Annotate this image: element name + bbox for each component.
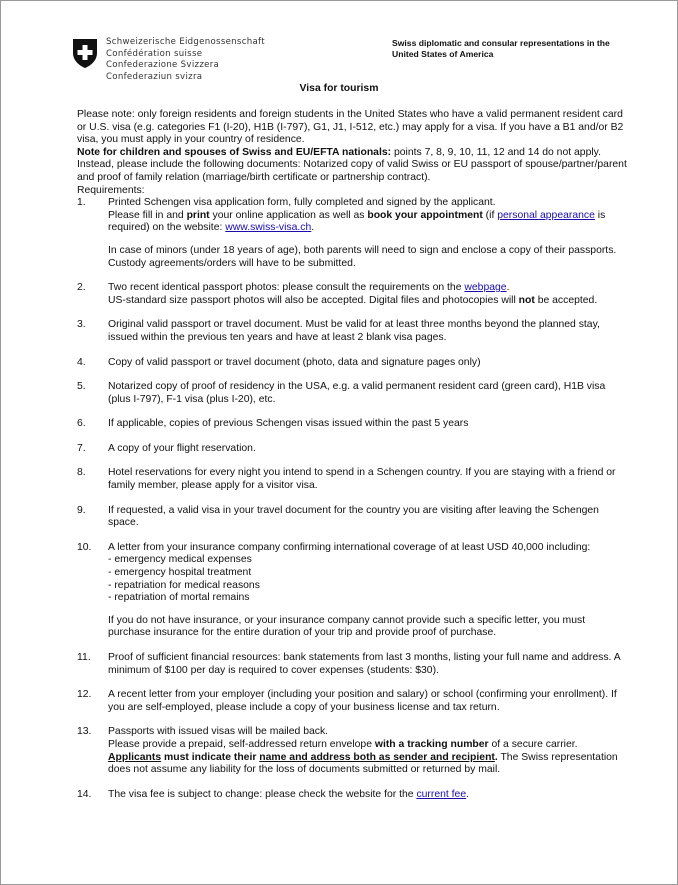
text-run: . xyxy=(311,222,315,234)
item-number: 9. xyxy=(77,504,86,516)
requirement-item-8 xyxy=(77,467,629,492)
family-note-heading: Note for children and spouses of Swiss and EU/EFTA nationals: xyxy=(77,146,392,158)
item-number: 13. xyxy=(77,726,92,738)
item-number: 8. xyxy=(77,467,86,479)
bold-tracking-number: with a tracking number xyxy=(374,738,489,750)
residency-note: Please note: only foreign residents and foreign students in the United States who have a valid permanent resident card or U.S. visa (e.g. categories F1 (I-20), H1B (I-797), G1, J1, I-512, etc.) may apply for a visa. If you have a B1 and/or B2 visa, you must apply in your country of residence. xyxy=(77,109,624,146)
photo-requirements-link[interactable]: webpage xyxy=(464,282,507,294)
text-run: is required) on the website: xyxy=(108,209,606,234)
text-run: The visa fee is subject to change: please check the website for the xyxy=(108,788,417,800)
personal-appearance-link[interactable]: personal appearance xyxy=(497,209,595,221)
item-1-minors-note: In case of minors (under 18 years of age), both parents will need to sign and enclose a copy of their passports. Custody agreements/orders will have to be submitted. xyxy=(108,244,617,269)
requirement-item-10 xyxy=(77,542,629,640)
item-text: Original valid passport or travel document. Must be valid for at least three months beyond the planned stay, issued within the previous ten years and have at least 2 blank visa pages. xyxy=(108,319,600,343)
requirement-item-9 xyxy=(77,505,629,530)
representation-heading xyxy=(392,38,610,59)
coverage-item: - repatriation of mortal remains xyxy=(108,592,250,604)
text-run: Two recent identical passport photos: please consult the requirements on the xyxy=(108,282,465,294)
bold-applicants: Applicants xyxy=(108,751,162,763)
coverage-item: - emergency hospital treatment xyxy=(108,567,252,579)
text-run: The Swiss representation does not assume any liability for the loss of documents submitted or returned by mail. xyxy=(108,751,618,776)
item-number: 12. xyxy=(77,689,92,701)
item-number: 5. xyxy=(77,381,86,393)
item-13-line1: Passports with issued visas will be mailed back. xyxy=(108,726,329,738)
coverage-item: - repatriation for medical reasons xyxy=(108,579,260,591)
bold-not: not xyxy=(518,294,535,306)
item-14-fee xyxy=(108,789,629,802)
requirement-item-5 xyxy=(77,381,629,406)
requirement-item-11 xyxy=(77,652,629,677)
coverage-item: - emergency medical expenses xyxy=(108,554,252,566)
text-run: of a secure carrier. xyxy=(488,738,578,750)
item-number: 7. xyxy=(77,442,86,454)
bold-print: print xyxy=(186,209,210,221)
item-2-us-photos xyxy=(108,295,629,308)
confederation-names xyxy=(106,37,265,83)
bold-period: . xyxy=(494,751,498,763)
item-number: 2. xyxy=(77,282,86,294)
requirement-item-3 xyxy=(77,319,629,344)
confederation-line-fr: Confédération suisse xyxy=(106,48,203,59)
text-run: Please provide a prepaid, self-addressed return envelope xyxy=(108,738,375,750)
family-note xyxy=(77,147,629,185)
family-note-text: points 7, 8, 9, 10, 11, 12 and 14 do not apply. Instead, please include the following documents: Notarized copy of valid Swiss or EU passport of spouse/partner/parent and proof of family relation (marriage/birth certificate or partnership contract). xyxy=(77,146,627,183)
swiss-coat-of-arms-icon xyxy=(71,37,99,69)
item-text: Proof of sufficient financial resources: bank statements from last 3 months, listing your full name and address. A minimum of $100 per day is required to cover expenses (students: $30). xyxy=(108,652,621,676)
item-text: A recent letter from your employer (including your position and salary) or school (confirming your enrollment). If you are self-employed, please include a copy of your business license and tax return. xyxy=(108,689,617,713)
text-run: be accepted. xyxy=(534,294,598,306)
representation-line-2: United States of America xyxy=(392,48,494,59)
item-number: 10. xyxy=(77,541,92,553)
item-text: If applicable, copies of previous Schengen visas issued within the past 5 years xyxy=(108,418,469,430)
text-run: . xyxy=(506,282,510,294)
item-number: 11. xyxy=(77,652,91,663)
requirement-item-12 xyxy=(77,689,629,714)
current-fee-link[interactable]: current fee xyxy=(416,788,467,800)
requirement-item-13 xyxy=(77,726,629,776)
requirement-item-14 xyxy=(77,789,629,802)
requirement-item-2 xyxy=(77,282,629,307)
bold-must-indicate: must indicate their xyxy=(161,751,260,763)
bold-book-appointment: book your appointment xyxy=(367,209,483,221)
item-text: A letter from your insurance company confirming international coverage of at least USD 40,000 including: xyxy=(108,541,591,553)
item-text: If requested, a valid visa in your travel document for the country you are visiting after leaving the Schengen space. xyxy=(108,504,599,529)
text-run: Please fill in and xyxy=(108,209,187,221)
item-10-no-insurance-note: If you do not have insurance, or your insurance company cannot provide such a specific letter, you must purchase insurance for the entire duration of your trip and provide proof of purchase. xyxy=(108,614,586,639)
item-number: 1. xyxy=(77,197,86,209)
confederation-line-it: Confederazione Svizzera xyxy=(106,60,220,70)
item-number: 3. xyxy=(77,319,86,331)
bold-name-address: name and address both as sender and recipient xyxy=(259,751,495,763)
text-run: . xyxy=(466,788,469,800)
item-1-instructions xyxy=(108,210,629,235)
page-title: Visa for tourism xyxy=(299,83,379,94)
text-run: (if xyxy=(482,209,498,221)
requirement-item-6 xyxy=(77,418,629,431)
confederation-line-de: Schweizerische Eidgenossenschaft xyxy=(106,37,265,47)
requirement-item-4 xyxy=(77,357,629,370)
item-number: 6. xyxy=(77,418,86,430)
requirements-list xyxy=(77,197,629,801)
item-text: A copy of your flight reservation. xyxy=(108,442,256,454)
insurance-coverage-list xyxy=(108,554,629,604)
confederation-line-rm: Confederaziun svizra xyxy=(106,71,203,82)
item-text: Notarized copy of proof of residency in the USA, e.g. a valid permanent resident card (green card), H1B visa (plus I-797), F-1 visa (plus I-20), etc. xyxy=(108,381,606,405)
swiss-visa-website-link[interactable]: www.swiss-visa.ch xyxy=(225,222,312,234)
item-text: Hotel reservations for every night you intend to spend in a Schengen country. If you are staying with a friend or family member, please apply for a visitor visa. xyxy=(108,467,616,492)
item-text: Copy of valid passport or travel document (photo, data and signature pages only) xyxy=(108,356,481,368)
item-number: 14. xyxy=(77,788,92,800)
item-13-envelope xyxy=(108,739,629,777)
requirement-item-1 xyxy=(77,197,629,270)
item-1-line1: Printed Schengen visa application form, fully completed and signed by the applicant. xyxy=(108,197,496,209)
item-number: 4. xyxy=(77,356,86,368)
text-run: US-standard size passport photos will also be accepted. Digital files and photocopies will xyxy=(108,294,519,306)
representation-line-1: Swiss diplomatic and consular representations in the xyxy=(392,38,610,48)
requirements-heading: Requirements: xyxy=(77,184,145,196)
item-2-photos xyxy=(108,282,629,295)
document-body xyxy=(77,109,629,813)
requirement-item-7 xyxy=(77,443,629,456)
text-run: your online application as well as xyxy=(209,209,368,221)
